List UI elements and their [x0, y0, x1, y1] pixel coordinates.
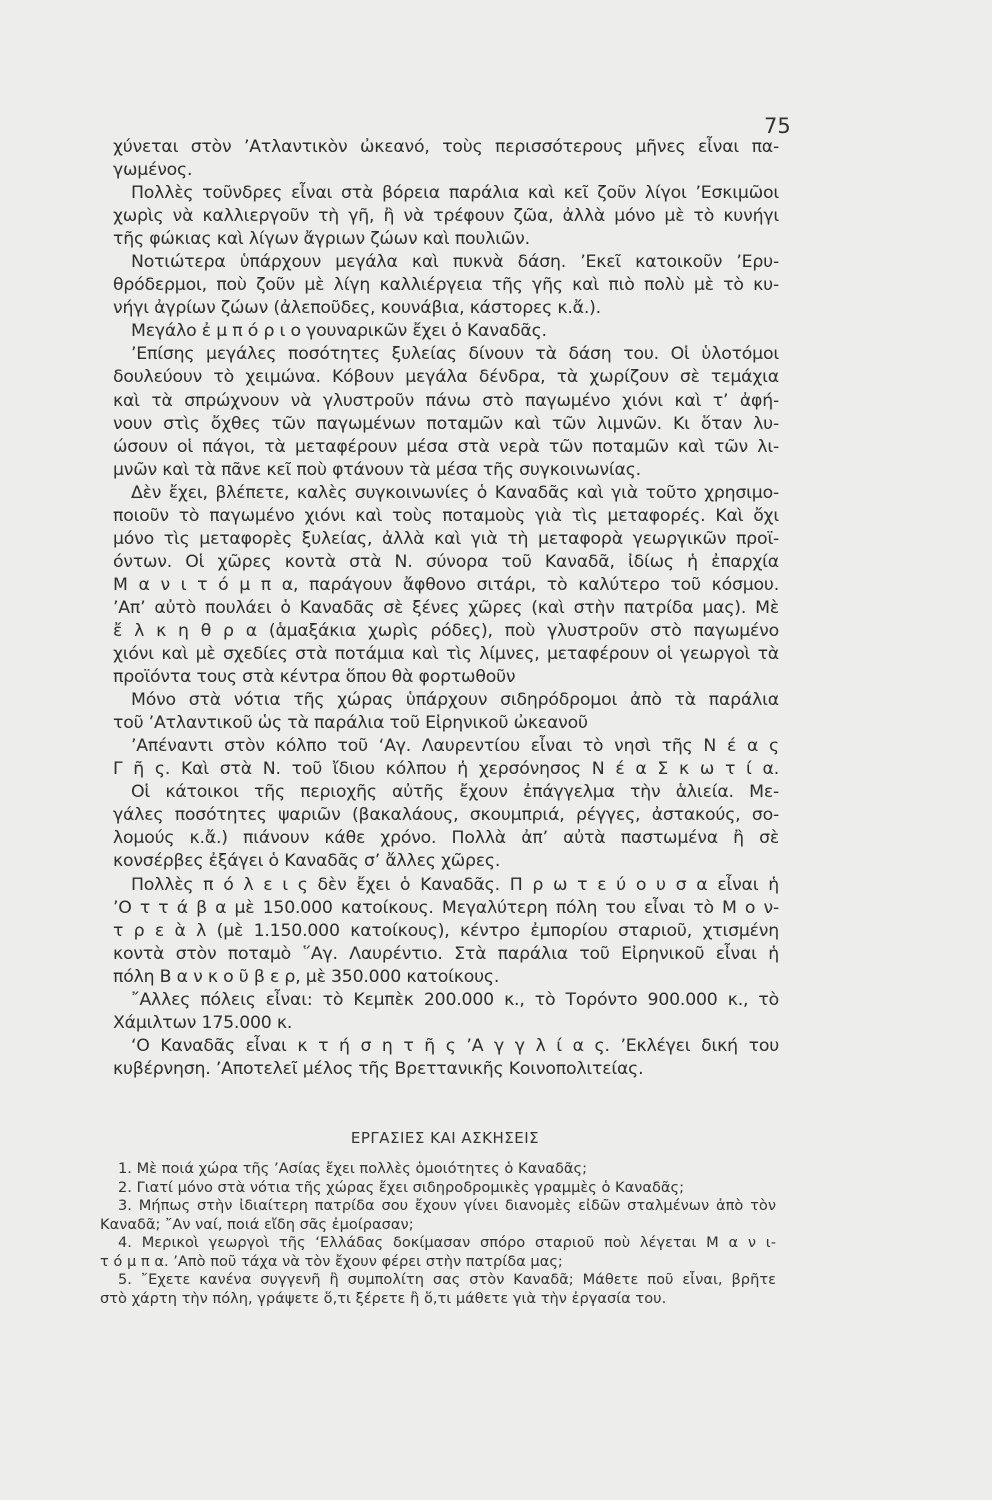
text-line: προϊόντα τους στὰ κέντρα ὅπου θὰ φορτωθοῦν	[113, 667, 516, 688]
text-line: γωμένος.	[113, 160, 193, 181]
text-line: Πολλὲς π ό λ ε ι ς δὲν ἔχει ὁ Καναδᾶς. Π ρ ω τ ε ύ ο υ σ α εἶναι ἡ	[131, 874, 779, 895]
text-line: χύνεται στὸν ’Ατλαντικὸν ὠκεανό, τοὺς περισσότερους μῆνες εἶναι πα-	[113, 137, 779, 157]
text-line: ’Απ’ αὐτὸ πουλάει ὁ Καναδᾶς σὲ ξένες χῶρες (καὶ στὴν πατρίδα μας). Μὲ	[113, 597, 779, 618]
text-line: ἔ λ κ η θ ρ α (ἁμαξάκια χωρὶς ρόδες), ποὺ γλυστροῦν στὸ παγωμένο	[113, 620, 779, 641]
text-line: τοῦ ’Ατλαντικοῦ ὡς τὰ παράλια τοῦ Εἰρηνικοῦ ὠκεανοῦ	[113, 713, 588, 734]
text-line: Νοτιώτερα ὑπάρχουν μεγάλα καὶ πυκνὰ δάση. ’Εκεῖ κατοικοῦν ’Ερυ-	[131, 252, 779, 273]
text-line: πόλη Β α ν κ ο ῦ β ε ρ, μὲ 350.000 κατοίκους.	[113, 966, 500, 987]
text-line: κονσέρβες ἐξάγει ὁ Καναδᾶς σ’ ἄλλες χῶρες.	[113, 851, 501, 872]
exercises-list	[100, 1160, 776, 1308]
text-line: κοντὰ στὸν ποταμὸ ῞Αγ. Λαυρέντιο. Στὰ παράλια τοῦ Εἰρηνικοῦ εἶναι ἡ	[113, 943, 779, 964]
text-line: χωρὶς νὰ καλλιεργοῦν τὴ γῆ, ἢ νὰ τρέφουν ζῶα, ἀλλὰ μόνο μὲ τὸ κυνήγι	[113, 206, 779, 227]
text-line: νήγι ἀγρίων ζώων (ἀλεποῦδες, κουνάβια, κάστορες κ.ἄ.).	[113, 298, 601, 319]
text-line: ‘Ο Καναδᾶς εἶναι κ τ ή σ η τ ῆ ς ’Α γ γ λ ί α ς. ’Εκλέγει δική του	[131, 1035, 779, 1056]
text-line: μόνο τὶς μεταφορὲς ξυλείας, ἀλλὰ καὶ γιὰ τὴ μεταφορὰ γεωργικῶν προϊ-	[113, 528, 779, 549]
body-text	[113, 136, 779, 1081]
text-line: Μ α ν ι τ ό μ π α, παράγουν ἄφθονο σιτάρι, τὸ καλύτερο τοῦ κόσμου.	[113, 574, 779, 595]
page-number: 75	[764, 114, 791, 138]
text-line: Δὲν ἔχει, βλέπετε, καλὲς συγκοινωνίες ὁ Καναδᾶς καὶ γιὰ τοῦτο χρησιμο-	[131, 482, 779, 503]
text-line: χιόνι καὶ μὲ σχεδίες στὰ ποτάμια καὶ τὶς λίμνες, μεταφέρουν οἱ γεωργοὶ τὰ	[113, 644, 779, 665]
text-line: Χάμιλτων 175.000 κ.	[113, 1012, 293, 1033]
exercise-line: στὸ χάρτη τὴν πόλη, γράψετε ὅ,τι ξέρετε ἢ ὅ,τι μάθετε γιὰ τὴν ἐργασία του.	[100, 1289, 667, 1307]
text-line: μνῶν καὶ τὰ πᾶνε κεῖ ποὺ φτάνουν τὰ μέσα τῆς συγκοινωνίας.	[113, 459, 641, 480]
text-line: Πολλὲς τοῦνδρες εἶναι στὰ βόρεια παράλια καὶ κεῖ ζοῦν λίγοι ’Εσκιμῶοι	[131, 183, 779, 204]
exercise-line: 1. Μὲ ποιά χώρα τῆς ’Ασίας ἔχει πολλὲς ὁμοιότητες ὁ Καναδᾶς;	[118, 1160, 587, 1177]
text-line: όντων. Οἱ χῶρες κοντὰ στὰ Ν. σύνορα τοῦ Καναδᾶ, ἰδίως ἡ ἐπαρχία	[113, 551, 779, 572]
text-line: ώσουν οἱ πάγοι, τὰ μεταφέρουν μέσα στὰ νερὰ τῶν ποταμῶν καὶ τῶν λι-	[113, 436, 779, 457]
text-line: δουλεύουν τὸ χειμώνα. Κόβουν μεγάλα δένδρα, τὰ χωρίζουν σὲ τεμάχια	[113, 367, 779, 388]
text-line: θρόδερμοι, ποὺ ζοῦν μὲ λίγη καλλιέργεια τῆς γῆς καὶ πιὸ πολὺ μὲ τὸ κυ-	[113, 275, 779, 296]
text-line: Μόνο στὰ νότια τῆς χώρας ὑπάρχουν σιδηρόδρομοι ἀπὸ τὰ παράλια	[131, 690, 779, 711]
exercise-line: τ ό μ π α. ’Απὸ ποῦ τάχα νὰ τὸν ἔχουν φέρει στὴν πατρίδα μας;	[100, 1252, 563, 1270]
text-line: Οἱ κάτοικοι τῆς περιοχῆς αὐτῆς ἔχουν ἐπάγγελμα τὴν ἁλιεία. Με-	[131, 782, 779, 803]
text-line: ποιοῦν τὸ παγωμένο χιόνι καὶ τοὺς ποταμοὺς γιὰ τὶς μεταφορές. Καὶ ὄχι	[113, 505, 779, 526]
text-line: τῆς φώκιας καὶ λίγων ἄγριων ζώων καὶ πουλιῶν.	[113, 229, 530, 250]
text-line: Γ ῆ ς. Καὶ στὰ Ν. τοῦ ἴδιου κόλπου ἡ χερσόνησος Ν έ α Σ κ ω τ ί α.	[113, 759, 779, 780]
text-line: καὶ τὰ σπρώχνουν νὰ γλυστροῦν πάνω στὸ παγωμένο χιόνι καὶ τ’ ἀφή-	[113, 390, 779, 411]
exercise-line: 5. ῎Εχετε κανένα συγγενῆ ἢ συμπολίτη σας στὸν Καναδᾶ; Μάθετε ποῦ εἶναι, βρῆτε	[118, 1271, 776, 1289]
exercise-line: Καναδᾶ; ῎Αν ναί, ποιά εἴδη σᾶς ἐμοίρασαν;	[100, 1215, 414, 1233]
exercise-line: 4. Μερικοὶ γεωργοὶ τῆς ‘Ελλάδας δοκίμασαν σπόρο σταριοῦ ποὺ λέγεται Μ α ν ι-	[118, 1234, 776, 1252]
text-line: γάλες ποσότητες ψαριῶν (βακαλάους, σκουμπριά, ρέγγες, ἀστακούς, σο-	[113, 805, 779, 826]
text-line: νουν στὶς ὄχθες τῶν παγωμένων ποταμῶν καὶ τῶν λιμνῶν. Κι ὅταν λυ-	[113, 413, 779, 434]
text-line: Μεγάλο ἐ μ π ό ρ ι ο γουναρικῶν ἔχει ὁ Καναδᾶς.	[131, 321, 547, 342]
text-line: ’Απέναντι στὸν κόλπο τοῦ ‘Αγ. Λαυρεντίου εἶναι τὸ νησὶ τῆς Ν έ α ς	[131, 736, 779, 757]
text-line: ’Ο τ τ ά β α μὲ 150.000 κατοίκους. Μεγαλύτερη πόλη του εἶναι τὸ Μ ο ν-	[113, 897, 779, 918]
text-line: τ ρ ε ὰ λ (μὲ 1.150.000 κατοίκους), κέντρο ἐμπορίου σταριοῦ, χτισμένη	[113, 920, 779, 941]
exercise-line: 2. Γιατί μόνο στὰ νότια τῆς χώρας ἔχει σιδηροδρομικὲς γραμμὲς ὁ Καναδᾶς;	[118, 1178, 685, 1196]
exercises-heading: ΕΡΓΑΣΙΕΣ ΚΑΙ ΑΣΚΗΣΕΙΣ	[350, 1129, 540, 1147]
exercise-line: 3. Μήπως στὴν ἰδιαίτερη πατρίδα σου ἔχουν γίνει διανομὲς εἰδῶν σταλμένων ἀπὸ τὸν	[118, 1197, 776, 1215]
text-line: ῎Αλλες πόλεις εἶναι: τὸ Κεμπὲκ 200.000 κ., τὸ Τορόντο 900.000 κ., τὸ	[131, 989, 779, 1010]
text-line: ’Επίσης μεγάλες ποσότητες ξυλείας δίνουν τὰ δάση του. Οἱ ὑλοτόμοι	[131, 344, 779, 365]
text-line: λομούς κ.ἄ.) πιάνουν κάθε χρόνο. Πολλὰ ἀπ’ αὐτὰ παστωμένα ἢ σὲ	[113, 828, 779, 849]
text-line: κυβέρνηση. ’Αποτελεῖ μέλος τῆς Βρεττανικῆς Κοινοπολιτείας.	[113, 1058, 644, 1079]
